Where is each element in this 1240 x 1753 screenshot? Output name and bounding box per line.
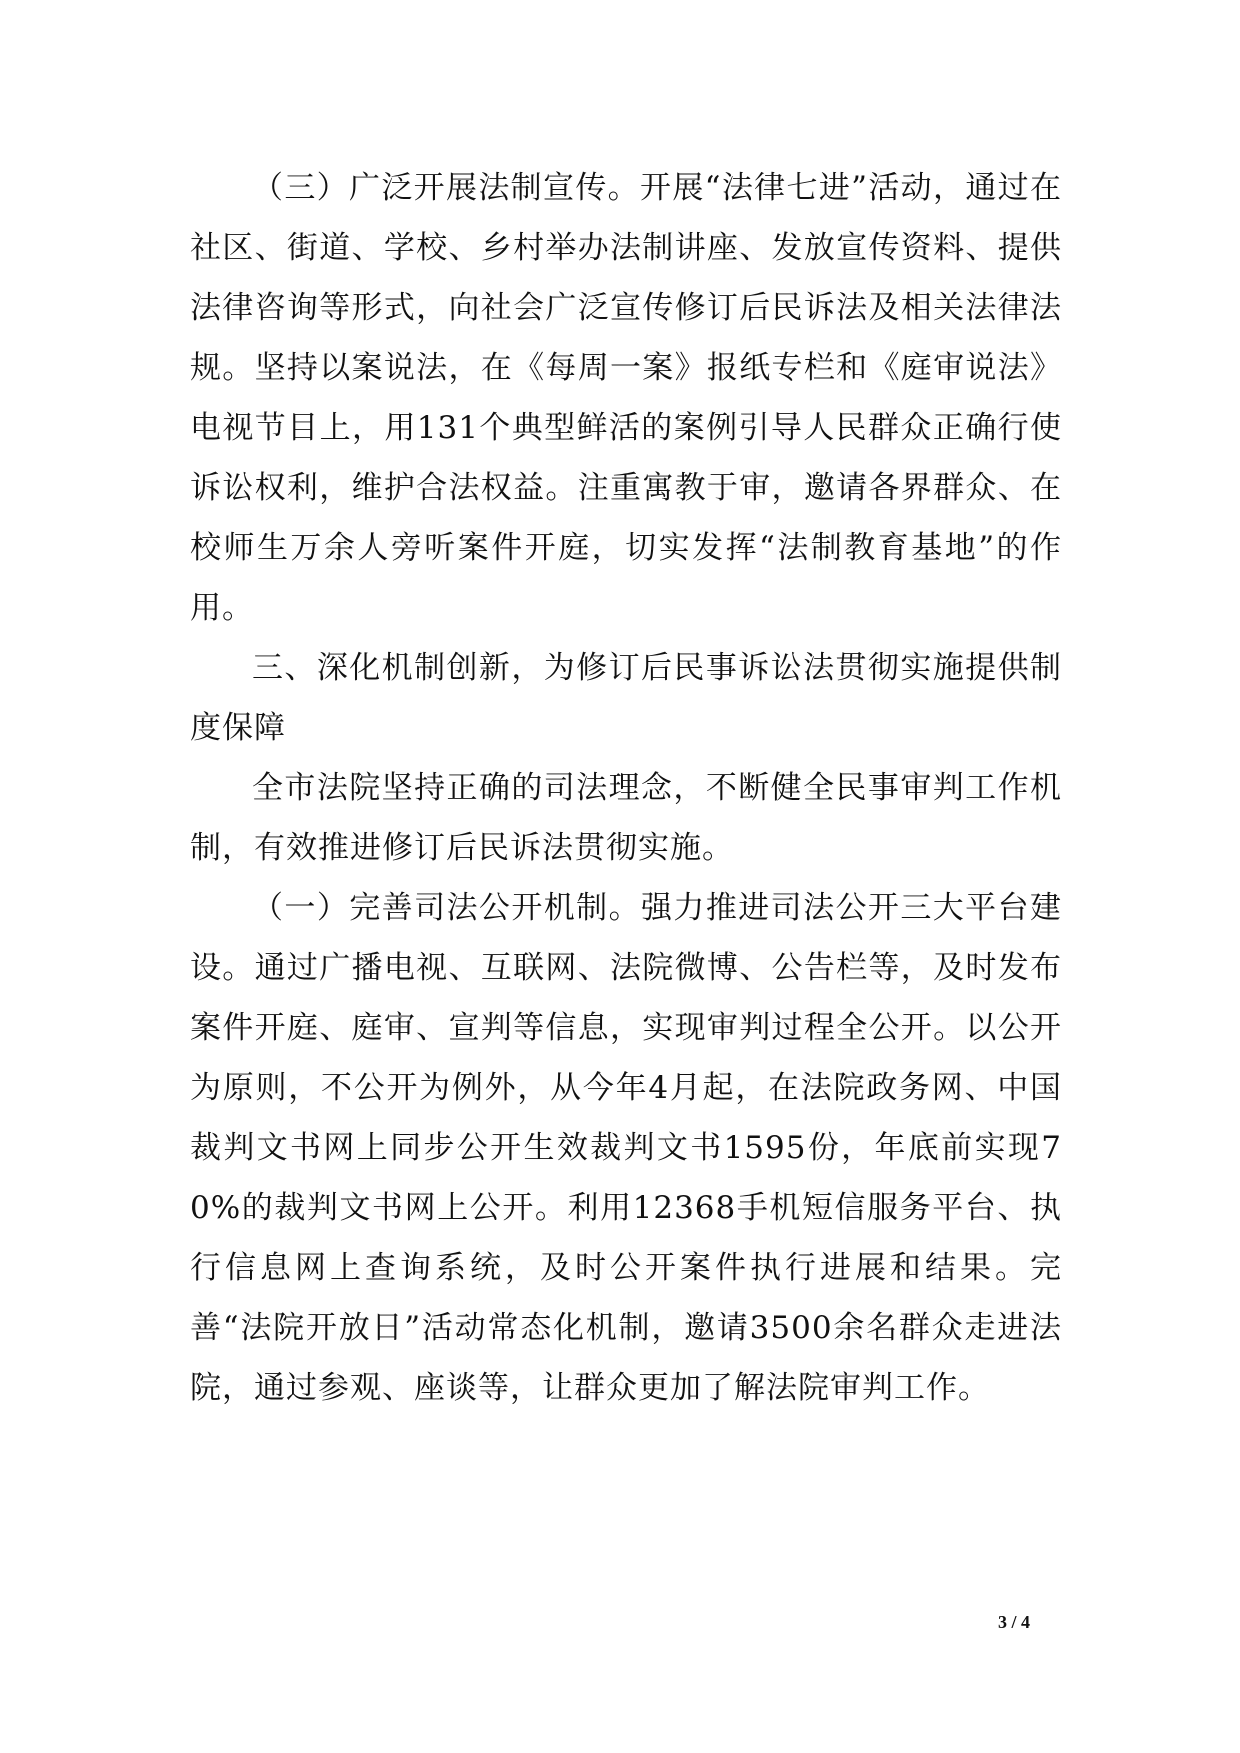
paragraph-publicity: （三）广泛开展法制宣传。开展“法律七进”活动，通过在社区、街道、学校、乡村举办法制讲座、发放宣传资料、提供法律咨询等形式，向社会广泛宣传修订后民诉法及相关法律法规。坚持以案说法，在《每周一案》报纸专栏和《庭审说法》电视节目上，用131个典型鲜活的案例引导人民群众正确行使诉讼权利，维护合法权益。注重寓教于审，邀请各界群众、在校师生万余人旁听案件开庭，切实发挥“法制教育基地”的作用。 — [190, 170, 1062, 626]
document-body — [190, 158, 1062, 1418]
page-number: 3 / 4 — [997, 1612, 1030, 1632]
paragraph-judicial-openness: （一）完善司法公开机制。强力推进司法公开三大平台建设。通过广播电视、互联网、法院微博、公告栏等，及时发布案件开庭、庭审、宣判等信息，实现审判过程全公开。以公开为原则，不公开为例外，从今年4月起，在法院政务网、中国裁判文书网上同步公开生效裁判文书1595份，年底前实现70%的裁判文书网上公开。利用12368手机短信服务平台、执行信息网上查询系统，及时公开案件执行进展和结果。完善“法院开放日”活动常态化机制，邀请3500余名群众走进法院，通过参观、座谈等，让群众更加了解法院审判工作。 — [190, 890, 1062, 1406]
paragraph-mechanism-intro: 全市法院坚持正确的司法理念，不断健全民事审判工作机制，有效推进修订后民诉法贯彻实施。 — [190, 770, 1062, 866]
section-heading-three: 三、深化机制创新，为修订后民事诉讼法贯彻实施提供制度保障 — [190, 650, 1062, 746]
